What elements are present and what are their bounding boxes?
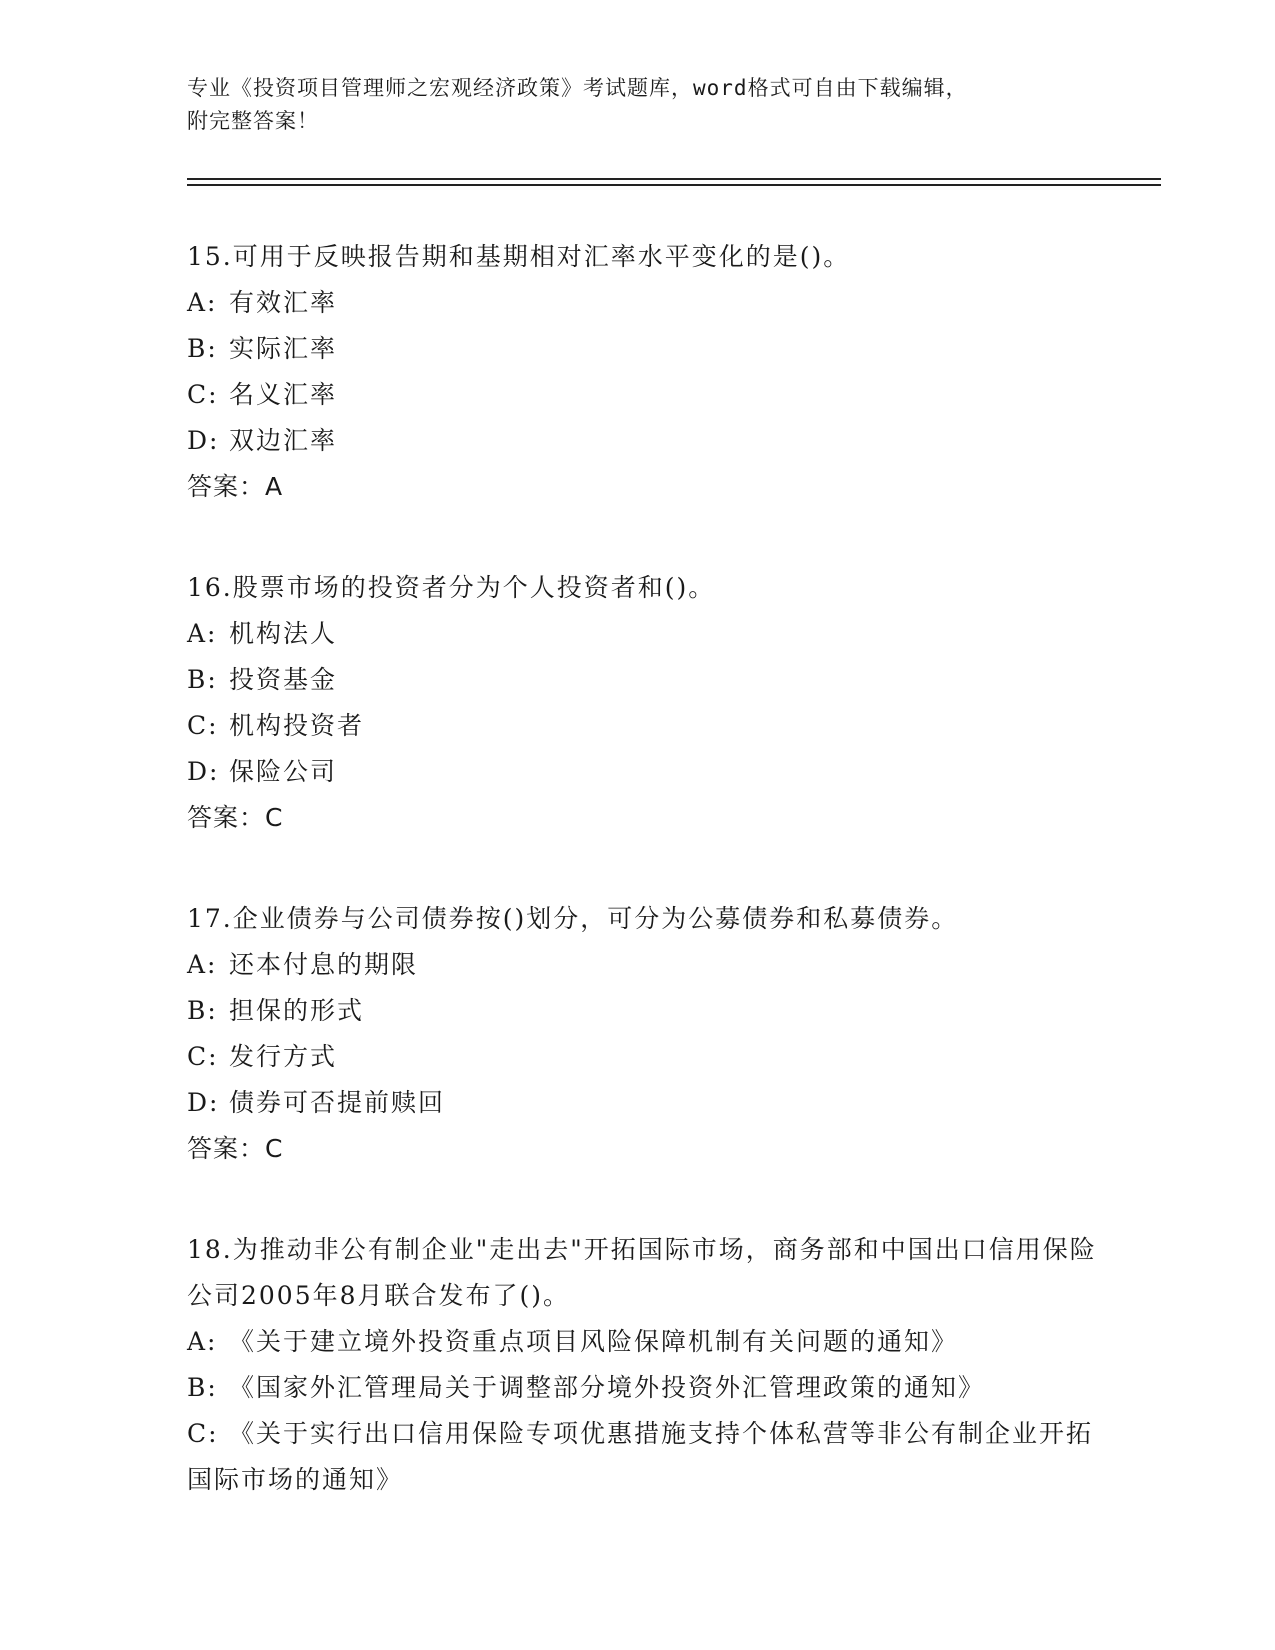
option-label: C: xyxy=(187,380,219,409)
option-label: A: xyxy=(187,1327,218,1356)
header-divider-top xyxy=(187,178,1161,180)
question-stem: 16.股票市场的投资者分为个人投资者和()。 xyxy=(187,573,716,602)
option-text: 《国家外汇管理局关于调整部分境外投资外汇管理政策的通知》 xyxy=(229,1373,986,1402)
question-stem: 15.可用于反映报告期和基期相对汇率水平变化的是()。 xyxy=(187,242,851,271)
option-label: A: xyxy=(187,619,218,648)
answer-line: 答案：A xyxy=(187,472,284,501)
header-line-1: 专业《投资项目管理师之宏观经济政策》考试题库，word格式可自由下载编辑， xyxy=(187,76,968,100)
option-c xyxy=(187,372,1107,418)
option-text: 有效汇率 xyxy=(229,288,338,317)
option-text: 机构法人 xyxy=(229,619,338,648)
option-a xyxy=(187,1319,1107,1365)
question-17 xyxy=(187,896,1107,1172)
option-d xyxy=(187,418,1107,464)
option-label: B: xyxy=(187,996,218,1025)
option-text: 债券可否提前赎回 xyxy=(229,1088,446,1117)
option-text: 《关于建立境外投资重点项目风险保障机制有关问题的通知》 xyxy=(229,1327,959,1356)
option-label: D: xyxy=(187,426,220,455)
option-text: 保险公司 xyxy=(229,757,338,786)
question-stem: 18.为推动非公有制企业"走出去"开拓国际市场，商务部和中国出口信用保险公司2005年8月联合发布了()。 xyxy=(187,1235,1097,1310)
question-18 xyxy=(187,1227,1107,1503)
question-list xyxy=(187,234,1107,1558)
option-text: 担保的形式 xyxy=(229,996,365,1025)
option-text: 投资基金 xyxy=(229,665,338,694)
option-b xyxy=(187,326,1107,372)
option-b xyxy=(187,657,1107,703)
question-stem: 17.企业债券与公司债券按()划分，可分为公募债券和私募债券。 xyxy=(187,904,959,933)
option-label: B: xyxy=(187,334,218,363)
option-text: 机构投资者 xyxy=(229,711,365,740)
option-label: B: xyxy=(187,1373,218,1402)
option-text: 《关于实行出口信用保险专项优惠措施支持个体私营等非公有制企业开拓国际市场的通知》 xyxy=(187,1419,1094,1494)
option-label: B: xyxy=(187,665,218,694)
question-16 xyxy=(187,565,1107,841)
option-c xyxy=(187,703,1107,749)
option-label: C: xyxy=(187,1419,219,1448)
option-text: 发行方式 xyxy=(229,1042,338,1071)
question-15 xyxy=(187,234,1107,510)
answer-line: 答案：C xyxy=(187,803,284,832)
document-header xyxy=(187,72,1087,138)
option-label: C: xyxy=(187,1042,219,1071)
option-text: 双边汇率 xyxy=(229,426,338,455)
option-b xyxy=(187,988,1107,1034)
option-c xyxy=(187,1034,1107,1080)
option-d xyxy=(187,749,1107,795)
option-label: C: xyxy=(187,711,219,740)
option-text: 实际汇率 xyxy=(229,334,338,363)
option-a xyxy=(187,942,1107,988)
option-label: D: xyxy=(187,1088,220,1117)
option-label: A: xyxy=(187,950,218,979)
option-text: 还本付息的期限 xyxy=(229,950,419,979)
option-b xyxy=(187,1365,1107,1411)
answer-line: 答案：C xyxy=(187,1134,284,1163)
option-d xyxy=(187,1080,1107,1126)
option-label: D: xyxy=(187,757,220,786)
option-c xyxy=(187,1411,1107,1503)
header-divider-bottom xyxy=(187,184,1161,186)
option-a xyxy=(187,280,1107,326)
option-label: A: xyxy=(187,288,218,317)
option-text: 名义汇率 xyxy=(229,380,338,409)
option-a xyxy=(187,611,1107,657)
header-line-2: 附完整答案！ xyxy=(187,109,319,133)
